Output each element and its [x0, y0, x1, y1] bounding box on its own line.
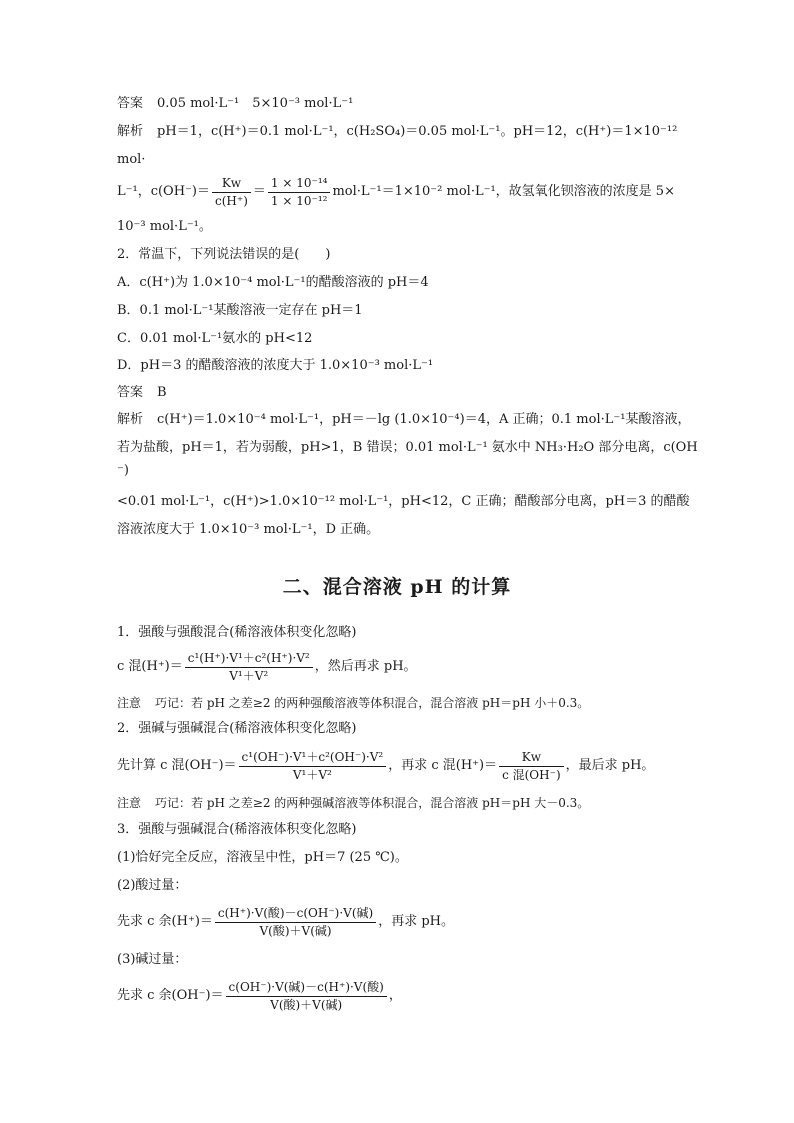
- fraction-denominator: V¹＋V²: [229, 668, 269, 683]
- formula-tail: ，: [388, 988, 402, 1003]
- note-label: 注意: [117, 696, 142, 710]
- s3-title: 3．强酸与强碱混合(稀溶液体积变化忽略): [117, 822, 357, 837]
- fraction-denominator: V(酸)＋V(碱): [270, 997, 343, 1012]
- q1-analysis-line2: mol·: [117, 152, 146, 167]
- formula-mid: ，再求 c 混(H⁺)＝: [388, 758, 498, 773]
- s2-formula: [117, 746, 654, 787]
- formula-rhs: mol·L⁻¹＝1×10⁻² mol·L⁻¹，故氢氧化钡溶液的浓度是 5×: [332, 184, 675, 199]
- formula-lhs: c 混(H⁺)＝: [117, 659, 183, 674]
- fraction-numerator: c(H⁺)·V(酸)－c(OH⁻)·V(碱): [215, 906, 376, 923]
- formula-lhs: 先计算 c 混(OH⁻)＝: [117, 758, 237, 773]
- answer-label: 答案: [117, 385, 144, 400]
- fraction-numerator: c(OH⁻)·V(碱)－c(H⁺)·V(酸): [226, 980, 387, 997]
- q2-option-c: C．0.01 mol·L⁻¹氨水的 pH<12: [117, 331, 313, 346]
- fraction-denominator: V¹＋V²: [292, 767, 332, 782]
- note-label: 注意: [117, 796, 142, 810]
- note-text: 巧记：若 pH 之差≥2 的两种强酸溶液等体积混合，混合溶液 pH＝pH 小＋0.3。: [155, 696, 590, 710]
- q2-option-d: D．pH＝3 的醋酸溶液的浓度大于 1.0×10⁻³ mol·L⁻¹: [117, 358, 434, 373]
- s2-title: 2．强碱与强碱混合(稀溶液体积变化忽略): [117, 721, 357, 736]
- q2-stem: 2．常温下，下列说法错误的是( ): [117, 247, 331, 262]
- equals-sign: ＝: [252, 184, 266, 199]
- formula-tail: ，最后求 pH。: [565, 758, 655, 773]
- s3-item1: (1)恰好完全反应，溶液呈中性，pH＝7 (25 ℃)。: [117, 850, 408, 865]
- fraction-denominator: V(酸)＋V(碱): [259, 923, 332, 938]
- q1-answer: [117, 95, 353, 113]
- fraction-numerator: Kw: [499, 750, 564, 767]
- q1-analysis-line1: [117, 123, 677, 141]
- q2-option-b: B．0.1 mol·L⁻¹某酸溶液一定存在 pH＝1: [117, 303, 363, 318]
- q2-analysis-line5: 溶液浓度大于 1.0×10⁻³ mol·L⁻¹，D 正确。: [117, 522, 380, 537]
- formula-fraction: [239, 750, 387, 783]
- formula-fraction: [215, 906, 376, 939]
- fraction-numerator: c¹(OH⁻)·V¹＋c²(OH⁻)·V²: [239, 750, 387, 767]
- s3-formula-base: [117, 976, 402, 1017]
- analysis-text: c(H⁺)＝1.0×10⁻⁴ mol·L⁻¹，pH＝－lg (1.0×10⁻⁴)＝4，A 正确；0.1 mol·L⁻¹某酸溶液，: [157, 412, 691, 427]
- answer-label: 答案: [117, 96, 144, 111]
- q2-analysis-line2: 若为盐酸，pH＝1，若为弱酸，pH>1，B 错误；0.01 mol·L⁻¹ 氨水中 NH₃·H₂O 部分电离，c(OH: [117, 440, 698, 455]
- s3-item2: (2)酸过量：: [117, 878, 188, 893]
- q2-analysis-line4: <0.01 mol·L⁻¹，c(H⁺)>1.0×10⁻¹² mol·L⁻¹，pH<12，C 正确；醋酸部分电离，pH＝3 的醋酸: [117, 494, 690, 509]
- fraction-denominator: c(H⁺): [215, 193, 248, 208]
- analysis-label: 解析: [117, 412, 144, 427]
- q2-answer: [117, 384, 167, 402]
- formula-lhs: 先求 c 余(H⁺)＝: [117, 914, 213, 929]
- formula-fraction: [226, 980, 387, 1013]
- answer-text: 0.05 mol·L⁻¹ 5×10⁻³ mol·L⁻¹: [157, 96, 354, 111]
- answer-text: B: [157, 385, 167, 400]
- q1-formula-line: [117, 174, 675, 211]
- formula-lhs: L⁻¹，c(OH⁻)＝: [117, 184, 210, 199]
- q2-analysis-line1: [117, 411, 690, 429]
- fraction-numerator: c¹(H⁺)·V¹＋c²(H⁺)·V²: [185, 651, 313, 668]
- fraction-denominator: 1 × 10⁻¹²: [270, 193, 328, 208]
- note-text: 巧记：若 pH 之差≥2 的两种强碱溶液等体积混合，混合溶液 pH＝pH 大－0.3。: [155, 796, 590, 810]
- s1-note: [117, 694, 589, 712]
- s1-formula: [117, 648, 417, 687]
- s3-item3: (3)碱过量：: [117, 952, 188, 967]
- formula-lhs: 先求 c 余(OH⁻)＝: [117, 988, 224, 1003]
- formula-tail: ，然后再求 pH。: [314, 659, 417, 674]
- s3-formula-acid: [117, 902, 454, 943]
- s2-note: [117, 794, 589, 812]
- fraction-numerator: Kw: [212, 176, 251, 193]
- q1-analysis-line4: 10⁻³ mol·L⁻¹。: [117, 219, 212, 234]
- fraction-denominator: c 混(OH⁻): [502, 767, 561, 782]
- formula-fraction-kw: [499, 750, 564, 783]
- s1-title: 1．强酸与强酸混合(稀溶液体积变化忽略): [117, 625, 357, 640]
- analysis-label: 解析: [117, 124, 144, 139]
- fraction-values: [268, 176, 331, 209]
- q2-analysis-line3: ⁻): [117, 463, 129, 478]
- analysis-text: pH＝1，c(H⁺)＝0.1 mol·L⁻¹，c(H₂SO₄)＝0.05 mol·L⁻¹。pH＝12，c(H⁺)＝1×10⁻¹²: [157, 124, 678, 139]
- formula-tail: ，再求 pH。: [378, 914, 454, 929]
- formula-fraction: [185, 651, 313, 684]
- fraction-numerator: 1 × 10⁻¹⁴: [268, 176, 331, 193]
- q2-option-a: A．c(H⁺)为 1.0×10⁻⁴ mol·L⁻¹的醋酸溶液的 pH＝4: [117, 275, 429, 290]
- fraction-kw: [212, 176, 251, 209]
- section-title: 二、混合溶液 pH 的计算: [282, 576, 512, 598]
